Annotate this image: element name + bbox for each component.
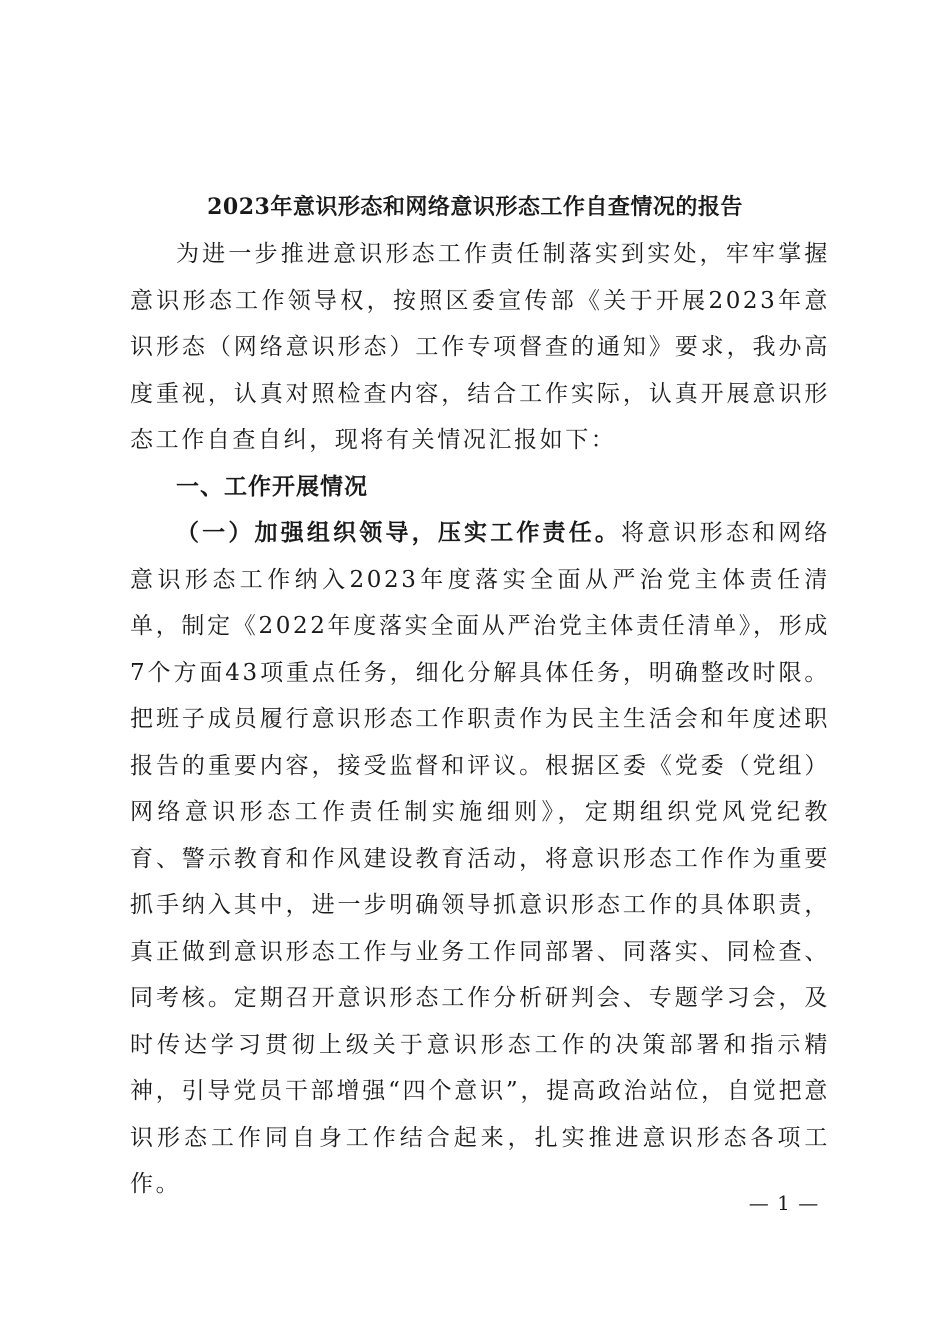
subsection-paragraph xyxy=(130,510,830,1208)
page-number: — 1 — xyxy=(748,1191,820,1215)
subsection-body: 将意识形态和网络意识形态工作纳入2023年度落实全面从严治党主体责任清单，制定《2022年度落实全面从严治党主体责任清单》，形成7个方面43项重点任务，细化分解具体任务，明确整改时限。把班子成员履行意识形态工作职责作为民主生活会和年度述职报告的重要内容，接受监督和评议。根据区委《党委（党组）网络意识形态工作责任制实施细则》，定期组织党风党纪教育、警示教育和作风建设教育活动，将意识形态工作作为重要抓手纳入其中，进一步明确领导抓意识形态工作的具体职责，真正做到意识形态工作与业务工作同部署、同落实、同检查、同考核。定期召开意识形态工作分析研判会、专题学习会，及时传达学习贯彻上级关于意识形态工作的决策部署和指示精神，引导党员干部增强“四个意识”，提高政治站位，自觉把意识形态工作同自身工作结合起来，扎实推进意识形态各项工作。 xyxy=(130,520,830,1197)
intro-paragraph: 为进一步推进意识形态工作责任制落实到实处，牢牢掌握意识形态工作领导权，按照区委宣传部《关于开展2023年意识形态（网络意识形态）工作专项督查的通知》要求，我办高度重视，认真对照检查内容，结合工作实际，认真开展意识形态工作自查自纠，现将有关情况汇报如下： xyxy=(130,241,830,453)
subsection-heading: （一）加强组织领导，压实工作责任。 xyxy=(176,519,622,546)
document-body xyxy=(130,231,830,1208)
section-heading: 一、工作开展情况 xyxy=(176,473,368,500)
document-title: 2023年意识形态和网络意识形态工作自查情况的报告 xyxy=(207,194,743,220)
